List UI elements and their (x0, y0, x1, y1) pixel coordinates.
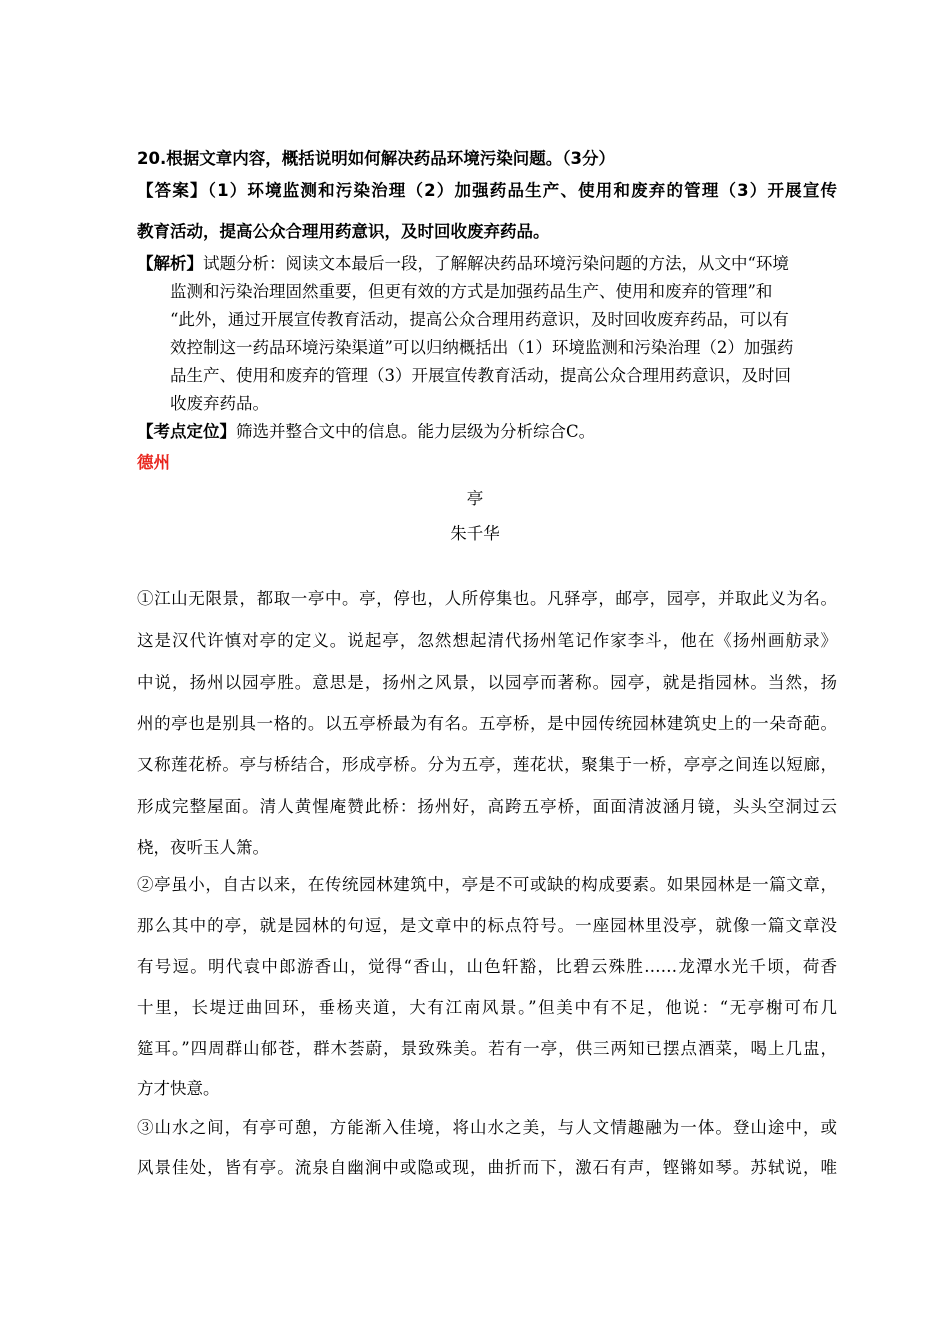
analysis-line-2: 监测和污染治理固然重要，但更有效的方式是加强药品生产、使用和废弃的管理”和 (170, 282, 773, 301)
article-line: 十里，长堤迂曲回环，垂杨夹道，大有江南风景。”但美中有不足，他说：“无亭榭可布几 (137, 998, 837, 1017)
article-line: ②亭虽小，自古以来，在传统园林建筑中，亭是不可或缺的构成要素。如果园林是一篇文章， (137, 875, 837, 894)
analysis-line-4: 效控制这一药品环境污染渠道”可以归纳概括出（1）环境监测和污染治理（2）加强药 (170, 338, 794, 357)
article-title: 亭 (466, 489, 484, 508)
article-line: 风景佳处，皆有亭。流泉自幽涧中或隐或现，曲折而下，激石有声，铿锵如琴。苏轼说，唯 (137, 1158, 837, 1177)
article-line: 那么其中的亭，就是园林的句逗，是文章中的标点符号。一座园林里没亭，就像一篇文章没 (137, 916, 837, 935)
article-line: 州的亭也是别具一格的。以五亭桥最为有名。五亭桥，是中园传统园林建筑史上的一朵奇葩。 (137, 714, 837, 733)
point-text: 筛选并整合文中的信息。能力层级为分析综合C。 (236, 422, 596, 441)
analysis-line-5: 品生产、使用和废弃的管理（3）开展宣传教育活动，提高公众合理用药意识，及时回 (170, 366, 791, 385)
article-line: 这是汉代许慎对亭的定义。说起亭，忽然想起清代扬州笔记作家李斗，他在《扬州画舫录》 (137, 631, 837, 650)
article-line: 中说，扬州以园亭胜。意思是，扬州之风景，以园亭而著称。园亭，就是指园林。当然，扬 (137, 673, 837, 692)
point-label: 【考点定位】 (137, 422, 236, 441)
point-line (137, 421, 837, 443)
answer-line-1: 【答案】（1）环境监测和污染治理（2）加强药品生产、使用和废弃的管理（3）开展宣传 (137, 181, 837, 200)
analysis-line-1-text: 试题分析：阅读文本最后一段，了解解决药品环境污染问题的方法，从文中“环境 (203, 254, 789, 273)
analysis-line-6: 收废弃药品。 (170, 394, 269, 413)
article-line: ③山水之间，有亭可憩，方能渐入佳境，将山水之美，与人文情趣融为一体。登山途中，或 (137, 1118, 837, 1137)
analysis-line-3: “此外，通过开展宣传教育活动，提高公众合理用药意识，及时回收废弃药品，可以有 (170, 310, 789, 329)
section-label: 德州 (137, 453, 170, 472)
analysis-label: 【解析】 (137, 254, 203, 273)
article-line: 筵耳。”四周群山郁苍，群木荟蔚，景致殊美。若有一亭，供三两知已摆点酒菜，喝上几盅， (137, 1039, 837, 1058)
article-line: 又称莲花桥。亭与桥结合，形成亭桥。分为五亭，莲花状，聚集于一桥，亭亭之间连以短廊， (137, 755, 837, 774)
article-author: 朱千华 (450, 524, 500, 543)
article-line: 桡，夜听玉人箫。 (137, 838, 269, 857)
question-title: 20.根据文章内容，概括说明如何解决药品环境污染问题。（3分） (137, 149, 615, 168)
article-line: 形成完整屋面。清人黄惺庵赞此桥：扬州好，高跨五亭桥，面面清波涵月镜，头头空洞过云 (137, 797, 837, 816)
article-line: ①江山无限景，都取一亭中。亭，停也，人所停集也。凡驿亭，邮亭，园亭，并取此义为名。 (137, 589, 837, 608)
article-line: 方才快意。 (137, 1079, 220, 1098)
article-line: 有号逗。明代袁中郎游香山，觉得“香山，山色轩豁，比碧云殊胜……龙潭水光千顷，荷香 (137, 957, 837, 976)
answer-line-2: 教育活动，提高公众合理用药意识，及时回收废弃药品。 (137, 222, 550, 241)
analysis-line-1 (137, 253, 837, 275)
